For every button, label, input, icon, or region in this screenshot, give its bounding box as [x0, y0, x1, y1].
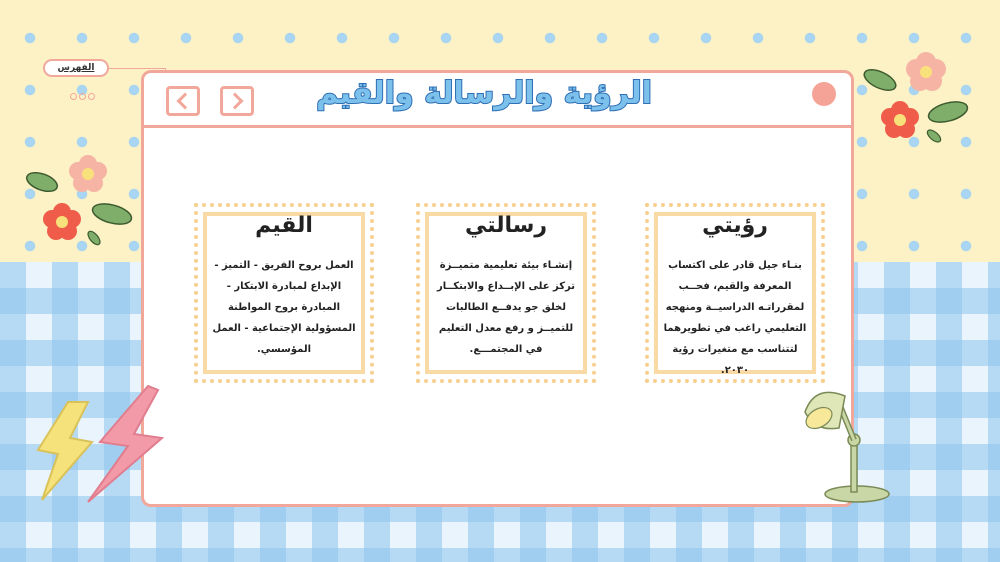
- lightning-icon: [30, 380, 170, 510]
- flower-decoration-right: [860, 50, 980, 150]
- card-text: بنـاء جيل قادر على اكتساب المعرفة والقيم، فحــب لمقرراتـه الدراسيــة ومنهجه التعليمي راغب في تطويرهما لتتناسب مع متغيرات رؤية ٢٠٣٠.: [663, 260, 807, 376]
- flower-icon: [43, 203, 81, 240]
- card-title: القيم: [255, 213, 313, 238]
- flower-icon: [69, 155, 107, 192]
- card-title: رسالتي: [464, 213, 548, 238]
- card-text: العمل بروح الفريق - التميز - الإبداع لمبادرة الابتكار - المبادرة بروح المواطنة المسؤولية الإجتماعية - العمل المؤسسي.: [212, 260, 356, 355]
- chevron-left-icon: [177, 93, 194, 110]
- vision-card: [645, 203, 825, 383]
- page-title: الرؤية والرسالة والقيم: [316, 76, 652, 111]
- mission-card: [416, 203, 596, 383]
- browser-window: [141, 70, 854, 507]
- flower-icon: [881, 101, 919, 138]
- desk-lamp-icon: [795, 382, 895, 504]
- back-button[interactable]: [166, 86, 200, 116]
- index-link[interactable]: الفهرس: [43, 59, 109, 77]
- window-titlebar: [144, 73, 851, 128]
- card-title: رؤيتي: [702, 213, 768, 238]
- card-text: إنشـاء بيئة تعليمية متميــزة تركز على الإبــداع والابتكــار لخلق جو يدفــع الطالبات للتميــز و رفع معدل التعليم في المجتمـــع.: [436, 260, 576, 355]
- forward-button[interactable]: [220, 86, 254, 116]
- flower-icon: [906, 52, 946, 91]
- values-card: [194, 203, 374, 383]
- index-dots: [70, 85, 97, 104]
- flower-decoration-left: [20, 150, 140, 250]
- chevron-right-icon: [227, 93, 244, 110]
- window-dot-icon: [812, 82, 836, 106]
